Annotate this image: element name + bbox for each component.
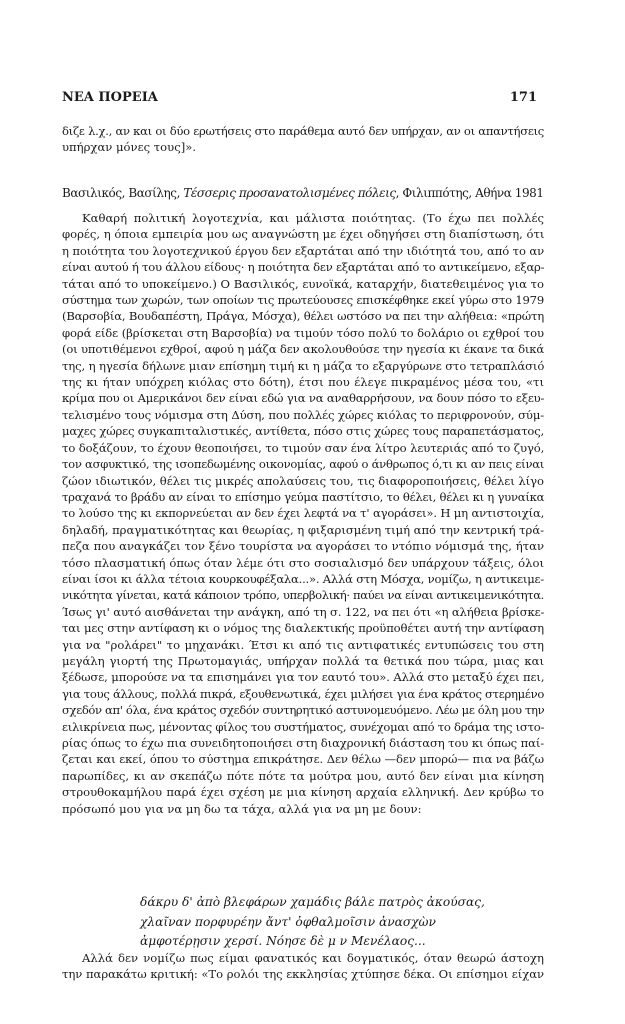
text-line: το δοξάζουν, το έχουν θεοποιήσει, το τιμούν σαν ένα λίτρο λευτεριάς από το ζυγό, [62, 440, 545, 455]
text-line: τάται από το υποκείμενο.) Ο Βασιλικός, ευνοϊκά, καταρχήν, διατεθειμένος για το [62, 276, 544, 291]
text-line: μεγάλη γιορτή της Πρωτομαγιάς, υπήρχαν πολλά τα θετικά που τώρα, μιας και [62, 653, 544, 668]
text-line: για να "ρολάρει" το μηχανάκι. Έτσι κι από τις αντιφατικές εντυπώσεις του στη [62, 637, 544, 652]
text-line: τόσο πλασματική όπως όταν λέμε ότι στο σοσιαλισμό δεν υπάρχουν τάξεις, όλοι [62, 555, 544, 570]
text-line: το λούσο της κι εκπορνεύεται αν δεν έχει λεφτά να τ' αγοράσει». Η μη αντιστοιχία, [62, 506, 545, 521]
text-line: ζώον ιδιωτικόν, θέλει τις μικρές απολαύσεις του, τις διαφοροποιήσεις, θέλει λίγο [62, 473, 544, 488]
book-citation [62, 185, 544, 201]
text-line: η ποιότητα του λογοτεχνικού έργου δεν εξαρτάται από την ιδιότητά του, από το αν [62, 243, 544, 258]
text-line: είναι ίσοι κι άλλα τέτοια κουρκουφέξαλα...». Αλλά στη Μόσχα, νομίζω, η αντικειμε- [62, 571, 544, 586]
closing-paragraph [62, 950, 544, 983]
text-line: υπήρχαν μόνες τους]». [62, 140, 197, 155]
text-line: ζεται και εκεί, όπου το σύστημα επικράτησε. Δεν θέλω —δεν μπορώ— πια να βάζω [62, 752, 544, 767]
citation-author: Βασιλικός, Βασίλης, [62, 186, 184, 200]
text-line: σύστημα των χωρών, των οποίων τις πρωτεύουσες επισκέφθηκε εκεί γύρω στο 1979 [62, 293, 544, 308]
verse-line: χλαῖναν πορφυρέην ἄντ' ὀφθαλμοῖσιν ἀνασχὼν [140, 914, 436, 929]
citation-publisher: , Φιλιππότης, Αθήνα 1981 [395, 186, 544, 200]
text-line: (Βαρσοβία, Βουδαπέστη, Πράγα, Μόσχα), θέλει ωστόσο να πει την αλήθεια: «πρώτη [62, 309, 544, 324]
text-line: Καθαρή πολιτική λογοτεχνία, και μάλιστα ποιότητας. (Το έχω πει πολλές [82, 211, 544, 225]
verse-line: δάκρυ δ' ἀπὸ βλεφάρων χαμάδις βάλε πατρὸς ἀκούσας, [140, 895, 485, 909]
text-line: ειλικρίνεια πως, μένοντας φίλος του συστήματος, συνέχομαι από το δράμα της ιστο- [62, 719, 545, 734]
text-line: διζε λ.χ., αν και οι δύο ερωτήσεις στο παράθεμα αυτό δεν υπήρχαν, αν οι απαντήσεις [62, 124, 544, 138]
text-line: πρόσωπό μου για να μη δω τα τάχα, αλλά για να μη με δουν: [62, 801, 422, 816]
text-line: παρωπίδες, κι αν σκεπάζω πότε πότε τα μούτρα μου, αυτό δεν είναι μια κίνηση [62, 768, 544, 783]
text-line: σχεδόν απ' όλα, ένα κράτος σχεδόν συντηρητικό αστυνομευόμενο. Λέω με όλη μου την [62, 703, 545, 718]
text-line: τον ασφυκτικό, της ισοπεδωμένης οικονομίας, αφού ο άνθρωπος ό,τι κι αν πεις είναι [62, 457, 545, 472]
text-line: είναι αυτού ή του άλλου είδους· η ποιότητα δεν εξαρτάται από το αντικείμενο, εξαρ- [62, 260, 545, 275]
verse-line: ἀμφοτέρῃσιν χερσί. Νόησε δὲ μ ν Μενέλαος... [140, 934, 426, 948]
text-line: για τους άλλους, πολλά πικρά, εξουθενωτικά, έχει μιλήσει για ένα κράτος στερημένο [62, 686, 545, 701]
homeric-verse-quote [140, 893, 485, 952]
text-line: της, η ηγεσία δήλωνε μιαν επίσημη τιμή κι η μάζα το εξαργύρωνε στο τετραπλάσιό [62, 358, 545, 373]
citation-book-title: Τέσσερις προσανατολισμένες πόλεις [183, 186, 396, 200]
page-number: 171 [509, 90, 537, 105]
text-line: της κι ήταν υπόχρεη κιόλας στο δότη), έτσι που έλεγε πικραμένος μέσα του, «τι [62, 375, 544, 390]
text-line: ρίας όπως το έχω πια συνειδητοποιήσει στη διαχρονική διάσταση του κι όπως παί- [62, 736, 545, 750]
running-title: ΝΕΑ ΠΟΡΕΙΑ [62, 90, 158, 105]
text-line: τελισμένο τους νόμισμα στη Δύση, που πολλές χώρες κιόλας το περιφρονούν, σύμ- [62, 407, 545, 422]
text-line: φορά είδε (βρίσκεται στη Βαρσοβία) να τιμούν τόσο πολύ το δολάριο οι εχθροί του [62, 325, 544, 340]
running-header [62, 90, 537, 105]
text-line: νικότητα γίνεται, κατά κάποιον τρόπο, υπερβολική· παύει να είναι αντικειμενικότητα. [62, 588, 544, 603]
review-body [62, 210, 544, 817]
intro-paragraph [62, 123, 544, 156]
text-line: (οι υποτιθέμενοι εχθροί, αφού η μάζα δεν ακολουθούσε την ηγεσία κι έκανε τα δικά [62, 342, 544, 357]
text-line: την παρακάτω κριτική: «Το ρολόι της εκκλησίας χτύπησε δέκα. Οι επίσημοι είχαν [62, 967, 544, 982]
text-line: τραχανά το βράδυ αν είναι το επίσημο γεύμα παστίτσιο, το θέλει, θέλει κι η γυναίκα [62, 489, 545, 504]
text-line: στρουθοκαμήλου παρά έχει σχέση με μια κίνηση αρχαία ελληνική. Δεν κρύβω το [62, 785, 544, 800]
text-line: Ίσως γι' αυτό αισθάνεται την ανάγκη, από τη σ. 122, να πει ότι «η αλήθεια βρίσκε- [62, 604, 545, 619]
text-line: ξέδωσε, μπορούσε να τα επισημάνει για τον εαυτό του». Αλλά στο μεταξύ έχει πει, [62, 670, 545, 685]
text-line: πεζα που αναγκάζει τον ξένο τουρίστα να αγοράσει το ντόπιο νόμισμά της, ήταν [62, 539, 544, 554]
text-line: ται μες στην αντίφαση κι ο νόμος της διαλεκτικής προϋποθέτει αυτή την αντίφαση [62, 621, 544, 636]
text-line: δηλαδή, πραγματικότητας και θεωρίας, η φιξαρισμένη τιμή από την κεντρική τρά- [62, 522, 544, 537]
text-line: Αλλά δεν νομίζω πως είμαι φανατικός και δογματικός, όταν θεωρώ άστοχη [82, 951, 544, 965]
text-line: κρίμα που οι Αμερικάνοι δεν είναι εδώ για να αναθαρρήσουν, να δουν πόσο το εξευ- [62, 391, 545, 406]
text-line: μαχες χώρες συγκαπιταλιστικές, αντίθετα, πόσο στις χώρες τους παραπετάσματος, [62, 424, 544, 439]
text-line: φορές, η όποια εμπειρία μου ως αναγνώστη με έχει οδηγήσει στη διαπίστωση, ότι [62, 227, 545, 242]
